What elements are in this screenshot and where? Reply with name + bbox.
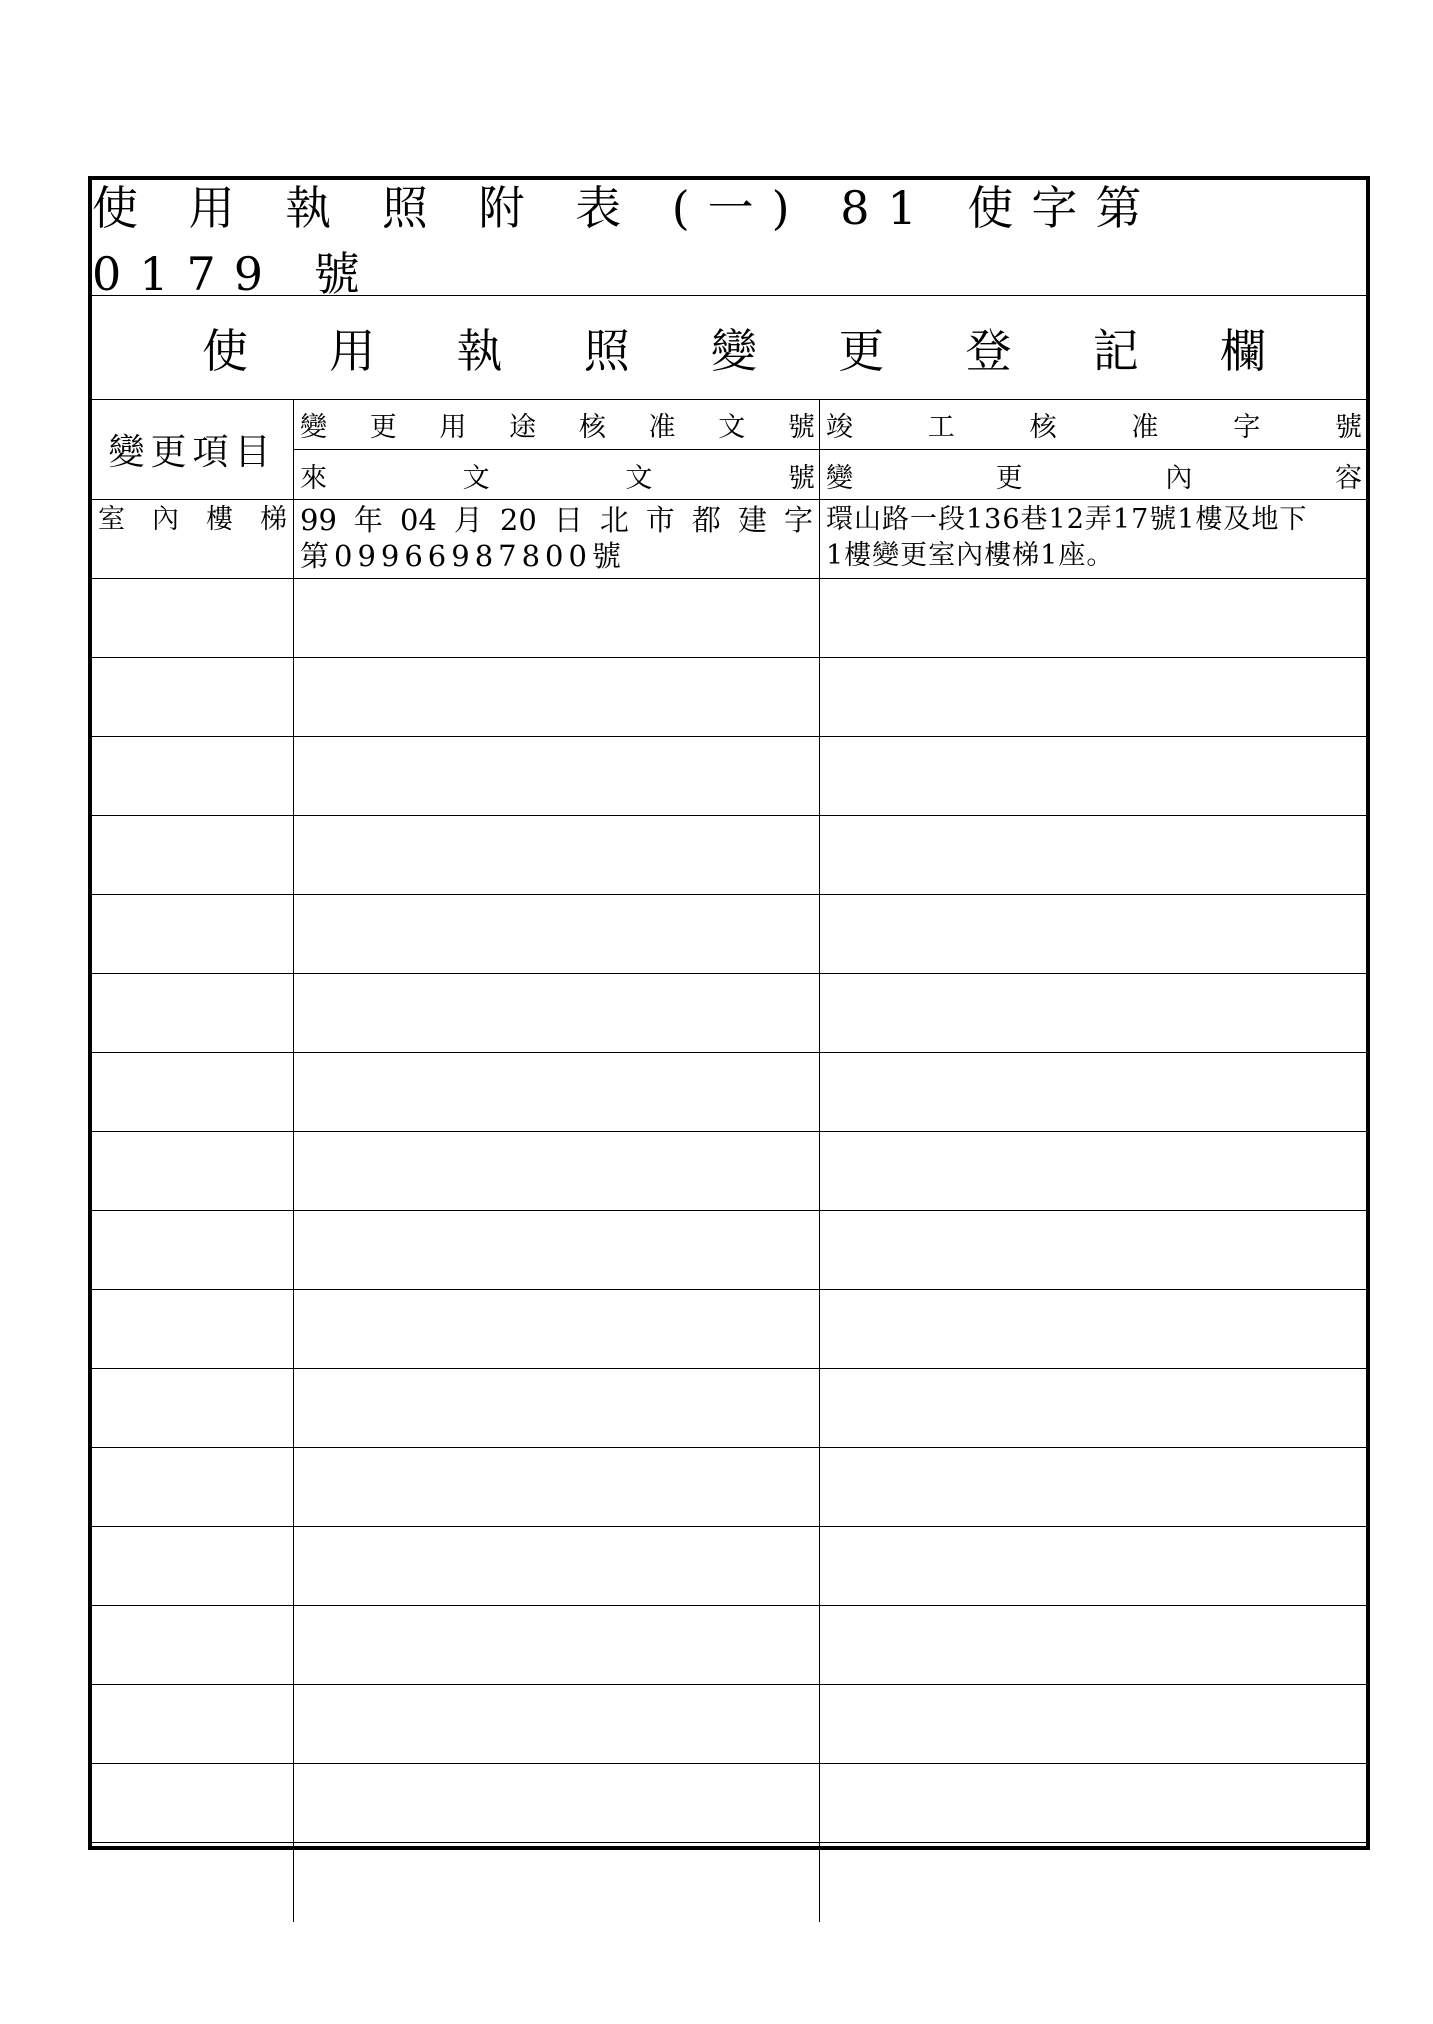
empty-cell	[92, 579, 294, 657]
header-approval-doc-number	[294, 400, 820, 450]
section-title	[92, 296, 1366, 400]
empty-cell	[820, 1132, 1366, 1210]
empty-cell	[294, 1211, 820, 1289]
table-row	[92, 737, 1366, 816]
empty-cell	[820, 816, 1366, 894]
change-item-cell	[92, 500, 294, 578]
empty-cell	[92, 1606, 294, 1684]
doc-token: 年	[353, 503, 383, 537]
empty-cell	[92, 895, 294, 973]
header-char: 工	[927, 412, 955, 443]
empty-cell	[294, 1290, 820, 1368]
empty-cell	[820, 1764, 1366, 1842]
header-char: 准	[1131, 412, 1159, 443]
empty-cell	[294, 1053, 820, 1131]
header-char: 文	[462, 462, 490, 494]
empty-cell	[294, 737, 820, 815]
empty-cell	[92, 1448, 294, 1526]
table-row	[92, 1369, 1366, 1448]
empty-cell	[92, 1053, 294, 1131]
header-char: 容	[1334, 462, 1362, 494]
empty-cell	[92, 974, 294, 1052]
doc-token: 99	[300, 503, 337, 537]
table-row	[92, 500, 1366, 579]
table-row	[92, 1685, 1366, 1764]
table-row	[92, 1448, 1366, 1527]
header-incoming-doc-number	[294, 450, 820, 500]
table-row	[92, 1843, 1366, 1922]
approval-doc-line1	[300, 502, 813, 538]
empty-cell	[820, 1685, 1366, 1763]
header-char: 號	[1334, 412, 1362, 443]
empty-cell	[92, 1369, 294, 1447]
empty-cell	[294, 1132, 820, 1210]
empty-cell	[294, 974, 820, 1052]
document-title	[92, 180, 1366, 301]
header-char: 准	[648, 412, 676, 443]
table-header	[92, 400, 1366, 500]
section-title-char: 記	[1092, 323, 1139, 378]
doc-token: 20	[499, 503, 537, 537]
header-completion-approval-number	[820, 400, 1366, 450]
empty-cell	[92, 1527, 294, 1605]
item-char: 樓	[206, 504, 233, 535]
table-row	[92, 895, 1366, 974]
empty-cell	[820, 1211, 1366, 1289]
doc-token: 日	[553, 503, 583, 537]
item-char: 內	[152, 504, 179, 535]
section-title-char: 變	[711, 323, 757, 378]
header-change-content	[820, 450, 1366, 500]
item-char: 室	[98, 504, 125, 535]
empty-cell	[294, 1527, 820, 1605]
section-title-char: 照	[583, 323, 630, 378]
table-row	[92, 579, 1366, 658]
document-frame	[88, 176, 1370, 1850]
empty-cell	[820, 1527, 1366, 1605]
empty-cell	[92, 816, 294, 894]
doc-token: 建	[737, 503, 767, 537]
header-char: 更	[995, 462, 1023, 494]
empty-cell	[820, 737, 1366, 815]
header-char: 號	[787, 412, 815, 443]
empty-cell	[294, 895, 820, 973]
header-char: 內	[1165, 462, 1193, 494]
header-char: 更	[369, 412, 397, 443]
empty-cell	[294, 579, 820, 657]
table-row	[92, 816, 1366, 895]
empty-cell	[294, 1764, 820, 1842]
table-row	[92, 1211, 1366, 1290]
doc-token: 市	[645, 503, 675, 537]
table-row	[92, 1606, 1366, 1685]
header-char: 字	[1233, 412, 1261, 443]
empty-cell	[820, 895, 1366, 973]
empty-cell	[820, 1053, 1366, 1131]
header-char: 核	[578, 412, 606, 443]
empty-cell	[92, 658, 294, 736]
section-title-char: 執	[456, 323, 503, 378]
doc-token: 北	[599, 503, 629, 537]
table-row	[92, 974, 1366, 1053]
table-body	[92, 500, 1366, 1922]
header-char: 變	[826, 462, 853, 494]
item-char: 梯	[260, 504, 287, 535]
empty-cell	[820, 1290, 1366, 1368]
doc-token: 字	[783, 503, 813, 537]
table-row	[92, 658, 1366, 737]
table-row	[92, 1053, 1366, 1132]
table-row	[92, 1132, 1366, 1211]
header-char: 來	[300, 462, 327, 494]
empty-cell	[294, 1369, 820, 1447]
empty-cell	[92, 1685, 294, 1763]
empty-cell	[92, 1764, 294, 1842]
table-row	[92, 1527, 1366, 1606]
empty-cell	[820, 1369, 1366, 1447]
change-content-line1: 環山路一段136巷12弄17號1樓及地下	[826, 504, 1308, 535]
doc-token: 都	[691, 503, 721, 537]
empty-cell	[820, 974, 1366, 1052]
empty-cell	[92, 1211, 294, 1289]
empty-cell	[294, 658, 820, 736]
empty-cell	[294, 1606, 820, 1684]
doc-token: 月	[453, 503, 483, 537]
empty-cell	[820, 579, 1366, 657]
approval-doc-line2: 第09966987800號	[300, 539, 626, 573]
empty-cell	[294, 816, 820, 894]
title-text: 使 用 執 照 附 表 (一) 81 使字第 0179 號	[92, 180, 1160, 301]
header-char: 文	[625, 462, 653, 494]
empty-cell	[820, 658, 1366, 736]
empty-cell	[820, 1843, 1366, 1922]
empty-cell	[820, 1606, 1366, 1684]
change-content-cell	[820, 500, 1366, 578]
section-title-char: 欄	[1220, 323, 1266, 378]
empty-cell	[92, 1290, 294, 1368]
header-char: 用	[439, 412, 467, 443]
header-char: 核	[1029, 412, 1057, 443]
section-title-char: 使	[202, 323, 248, 378]
header-char: 途	[509, 412, 537, 443]
section-title-char: 用	[329, 323, 376, 378]
change-content-line2: 1樓變更室內樓梯1座。	[826, 540, 1115, 571]
empty-cell	[92, 737, 294, 815]
section-title-char: 登	[965, 323, 1012, 378]
empty-cell	[92, 1132, 294, 1210]
empty-cell	[294, 1685, 820, 1763]
empty-cell	[92, 1843, 294, 1922]
header-char: 號	[787, 462, 815, 494]
header-change-item: 變更項目	[92, 400, 294, 499]
table-row	[92, 1764, 1366, 1843]
table-row	[92, 1290, 1366, 1369]
section-title-char: 更	[838, 323, 885, 378]
header-char: 文	[718, 412, 746, 443]
doc-token: 04	[399, 503, 437, 537]
header-char: 變	[300, 412, 327, 443]
approval-doc-cell	[294, 500, 820, 578]
empty-cell	[820, 1448, 1366, 1526]
empty-cell	[294, 1843, 820, 1922]
header-char: 竣	[826, 412, 853, 443]
empty-cell	[294, 1448, 820, 1526]
